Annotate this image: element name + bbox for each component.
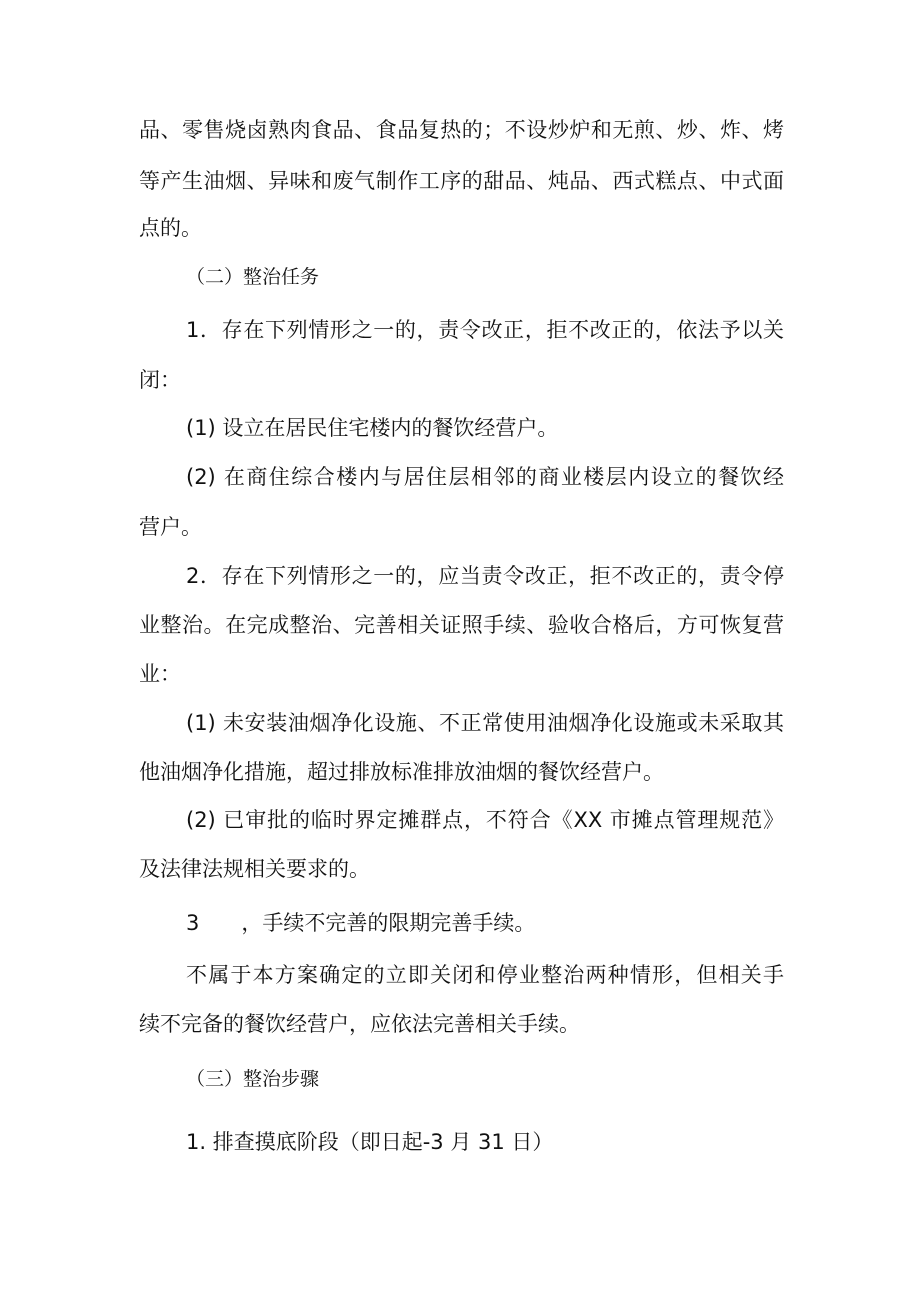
text-line-13: (1) 未安装油烟净化设施、不正常使用油烟净化设施或未采取其 <box>186 711 784 735</box>
text-line-14: 他油烟净化措施，超过排放标准排放油烟的餐饮经营户。 <box>139 760 664 784</box>
text-line-15: (2) 已审批的临时界定摊群点，不符合《XX 市摊点管理规范》 <box>186 808 784 832</box>
text-line-8: (2) 在商住综合楼内与居住层相邻的商业楼层内设立的餐饮经 <box>186 465 784 489</box>
text-line-16: 及法律法规相关要求的。 <box>139 857 370 881</box>
text-line-5: 1．存在下列情形之一的，责令改正，拒不改正的，依法予以关 <box>186 318 784 342</box>
section-heading-2: （二）整治任务 <box>186 266 320 288</box>
text-line-9: 营户。 <box>139 515 202 539</box>
text-line-17: 3 ，手续不完善的限期完善手续。 <box>186 911 536 935</box>
text-line-19: 续不完备的餐饮经营户，应依法完善相关手续。 <box>139 1012 580 1036</box>
text-line-1: 品、零售烧卤熟肉食品、食品复热的；不设炒炉和无煎、炒、炸、烤 <box>139 118 784 142</box>
text-line-6: 闭： <box>139 368 181 392</box>
text-line-18: 不属于本方案确定的立即关闭和停业整治两种情形，但相关手 <box>186 963 784 987</box>
text-line-7: (1) 设立在居民住宅楼内的餐饮经营户。 <box>186 416 559 440</box>
text-line-11: 业整治。在完成整治、完善相关证照手续、验收合格后，方可恢复营 <box>139 613 784 637</box>
text-line-10: 2．存在下列情形之一的，应当责令改正，拒不改正的，责令停 <box>186 564 784 588</box>
text-line-21: 1. 排查摸底阶段（即日起-3 月 31 日） <box>186 1130 554 1154</box>
text-line-2: 等产生油烟、异味和废气制作工序的甜品、炖品、西式糕点、中式面 <box>139 169 784 193</box>
text-line-3: 点的。 <box>139 216 202 240</box>
text-line-12: 业： <box>139 662 181 686</box>
section-heading-3: （三）整治步骤 <box>186 1068 320 1090</box>
